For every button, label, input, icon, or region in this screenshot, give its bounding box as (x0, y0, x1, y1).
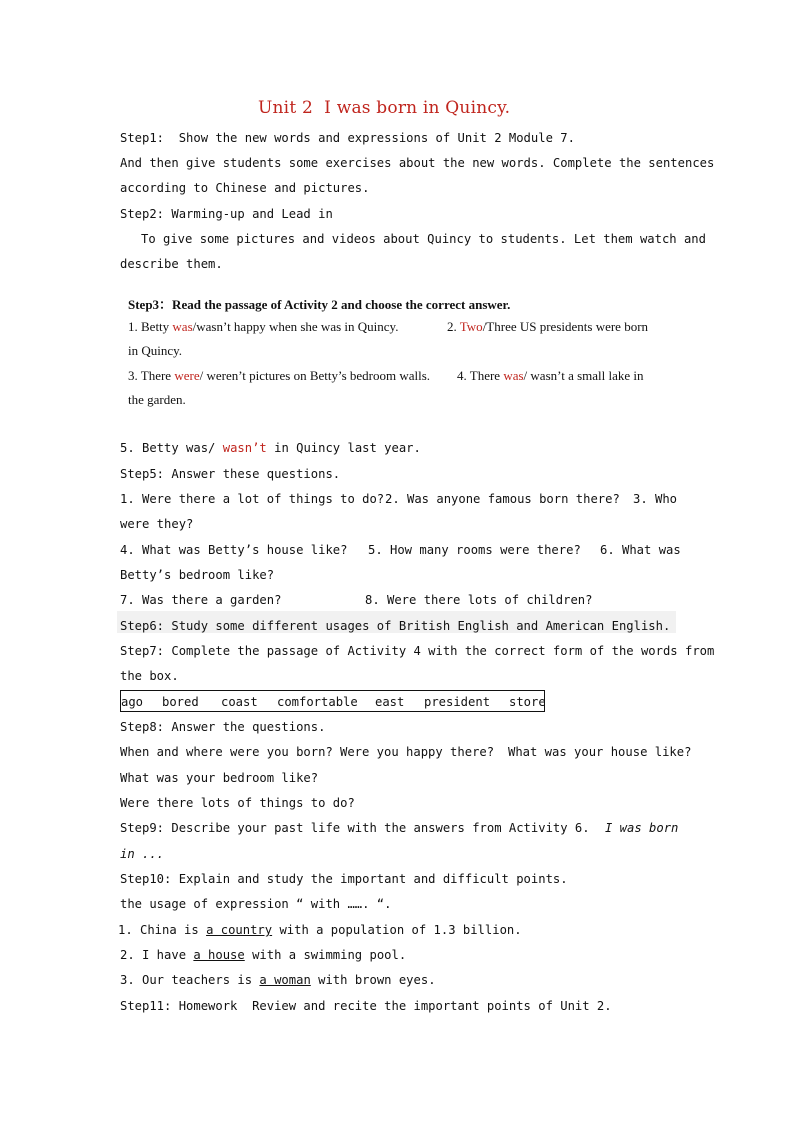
step5-q1: 1. Were there a lot of things to do? (120, 492, 385, 506)
q4-answer: was (503, 368, 524, 383)
q5-answer: wasn’t (222, 441, 267, 455)
ex3-prefix: 3. Our teachers is (120, 973, 260, 987)
q2-suffix: /Three US presidents were born (482, 319, 649, 334)
step3-question-3 (128, 368, 430, 384)
step2-line2: To give some pictures and videos about Quincy to students. Let them watch and (141, 232, 706, 246)
word-box-item: president (424, 695, 491, 709)
step8-q3: What was your house like? (508, 745, 692, 759)
ex2-underlined: a house (193, 948, 245, 962)
step7-line1: Step7: Complete the passage of Activity 4 with the correct form of the words from (120, 644, 715, 658)
step5-q3-cont: were they? (120, 517, 194, 531)
step9-italic-1: I was born (605, 821, 679, 835)
q3-prefix: 3. There (128, 368, 175, 383)
step3-heading: Step3：Read the passage of Activity 2 and choose the correct answer. (128, 297, 511, 312)
step5-heading: Step5: Answer these questions. (120, 467, 341, 481)
step2-line1: Step2: Warming-up and Lead in (120, 207, 333, 221)
step8-q1: When and where were you born? (120, 745, 333, 759)
step3-question-4-cont: the garden. (128, 392, 186, 407)
ex1-underlined: a country (206, 923, 273, 937)
word-box-item: ago (121, 695, 144, 709)
q2-answer: Two (459, 319, 483, 334)
step5-q6: 6. What was (600, 543, 681, 557)
word-box-item: coast (221, 695, 258, 709)
step3-question-2-cont: in Quincy. (128, 343, 183, 358)
word-box-item: comfortable (277, 695, 358, 709)
step5-q3: 3. Who (633, 492, 678, 506)
step9-italic-2: in ... (120, 847, 165, 861)
step1-line2: And then give students some exercises about the new words. Complete the sentences (120, 156, 715, 170)
step3-question-4 (457, 368, 644, 384)
step5-q8: 8. Were there lots of children? (365, 593, 593, 607)
step1-line3: according to Chinese and pictures. (120, 181, 370, 195)
q1-prefix: 1. Betty (128, 319, 173, 334)
question-5 (120, 440, 421, 456)
q5-suffix: in Quincy last year. (266, 441, 421, 455)
step8-heading: Step8: Answer the questions. (120, 720, 326, 734)
q1-suffix: /wasn’t happy when she was in Quincy. (192, 319, 399, 334)
step3-question-1 (128, 319, 398, 335)
step10-example-1 (118, 922, 522, 938)
ex3-suffix: with brown eyes. (310, 973, 436, 987)
step1-line1: Step1: Show the new words and expressions of Unit 2 Module 7. (120, 131, 575, 145)
step5-q6-cont: Betty’s bedroom like? (120, 568, 275, 582)
q3-suffix: / weren’t pictures on Betty’s bedroom walls. (199, 368, 431, 383)
step8-q5: Were there lots of things to do? (120, 796, 355, 810)
ex2-suffix: with a swimming pool. (244, 948, 407, 962)
q5-prefix: 5. Betty was/ (120, 441, 223, 455)
ex2-prefix: 2. I have (120, 948, 194, 962)
word-box-item: store (509, 695, 546, 709)
q1-answer: was (172, 319, 193, 334)
page-title: Unit 2 I was born in Quincy. (258, 98, 511, 118)
step10-example-2 (120, 947, 406, 963)
step2-line3: describe them. (120, 257, 223, 271)
step3-question-2 (447, 319, 648, 335)
step11-line: Step11: Homework Review and recite the important points of Unit 2. (120, 999, 612, 1013)
step8-q4: What was your bedroom like? (120, 771, 319, 785)
step7-line2: the box. (120, 669, 179, 683)
q3-answer: were (174, 368, 200, 383)
step9-line1: Step9: Describe your past life with the answers from Activity 6. (120, 821, 590, 835)
step5-q4: 4. What was Betty’s house like? (120, 543, 348, 557)
step5-q7: 7. Was there a garden? (120, 593, 282, 607)
ex3-underlined: a woman (259, 973, 311, 987)
step5-q2: 2. Was anyone famous born there? (385, 492, 620, 506)
word-box-item: bored (162, 695, 199, 709)
step8-q2: Were you happy there? (340, 745, 495, 759)
q2-prefix: 2. (447, 319, 460, 334)
step10-example-3 (120, 972, 436, 988)
step10-usage: the usage of expression “ with ……. “. (120, 897, 392, 911)
q4-prefix: 4. There (457, 368, 504, 383)
word-box-item: east (375, 695, 405, 709)
step6-line: Step6: Study some different usages of British English and American English. (120, 619, 671, 633)
q4-suffix: / wasn’t a small lake in (523, 368, 644, 383)
step5-q5: 5. How many rooms were there? (368, 543, 581, 557)
ex1-prefix: 1. China is (118, 923, 207, 937)
ex1-suffix: with a population of 1.3 billion. (272, 923, 522, 937)
step10-heading: Step10: Explain and study the important and difficult points. (120, 872, 568, 886)
